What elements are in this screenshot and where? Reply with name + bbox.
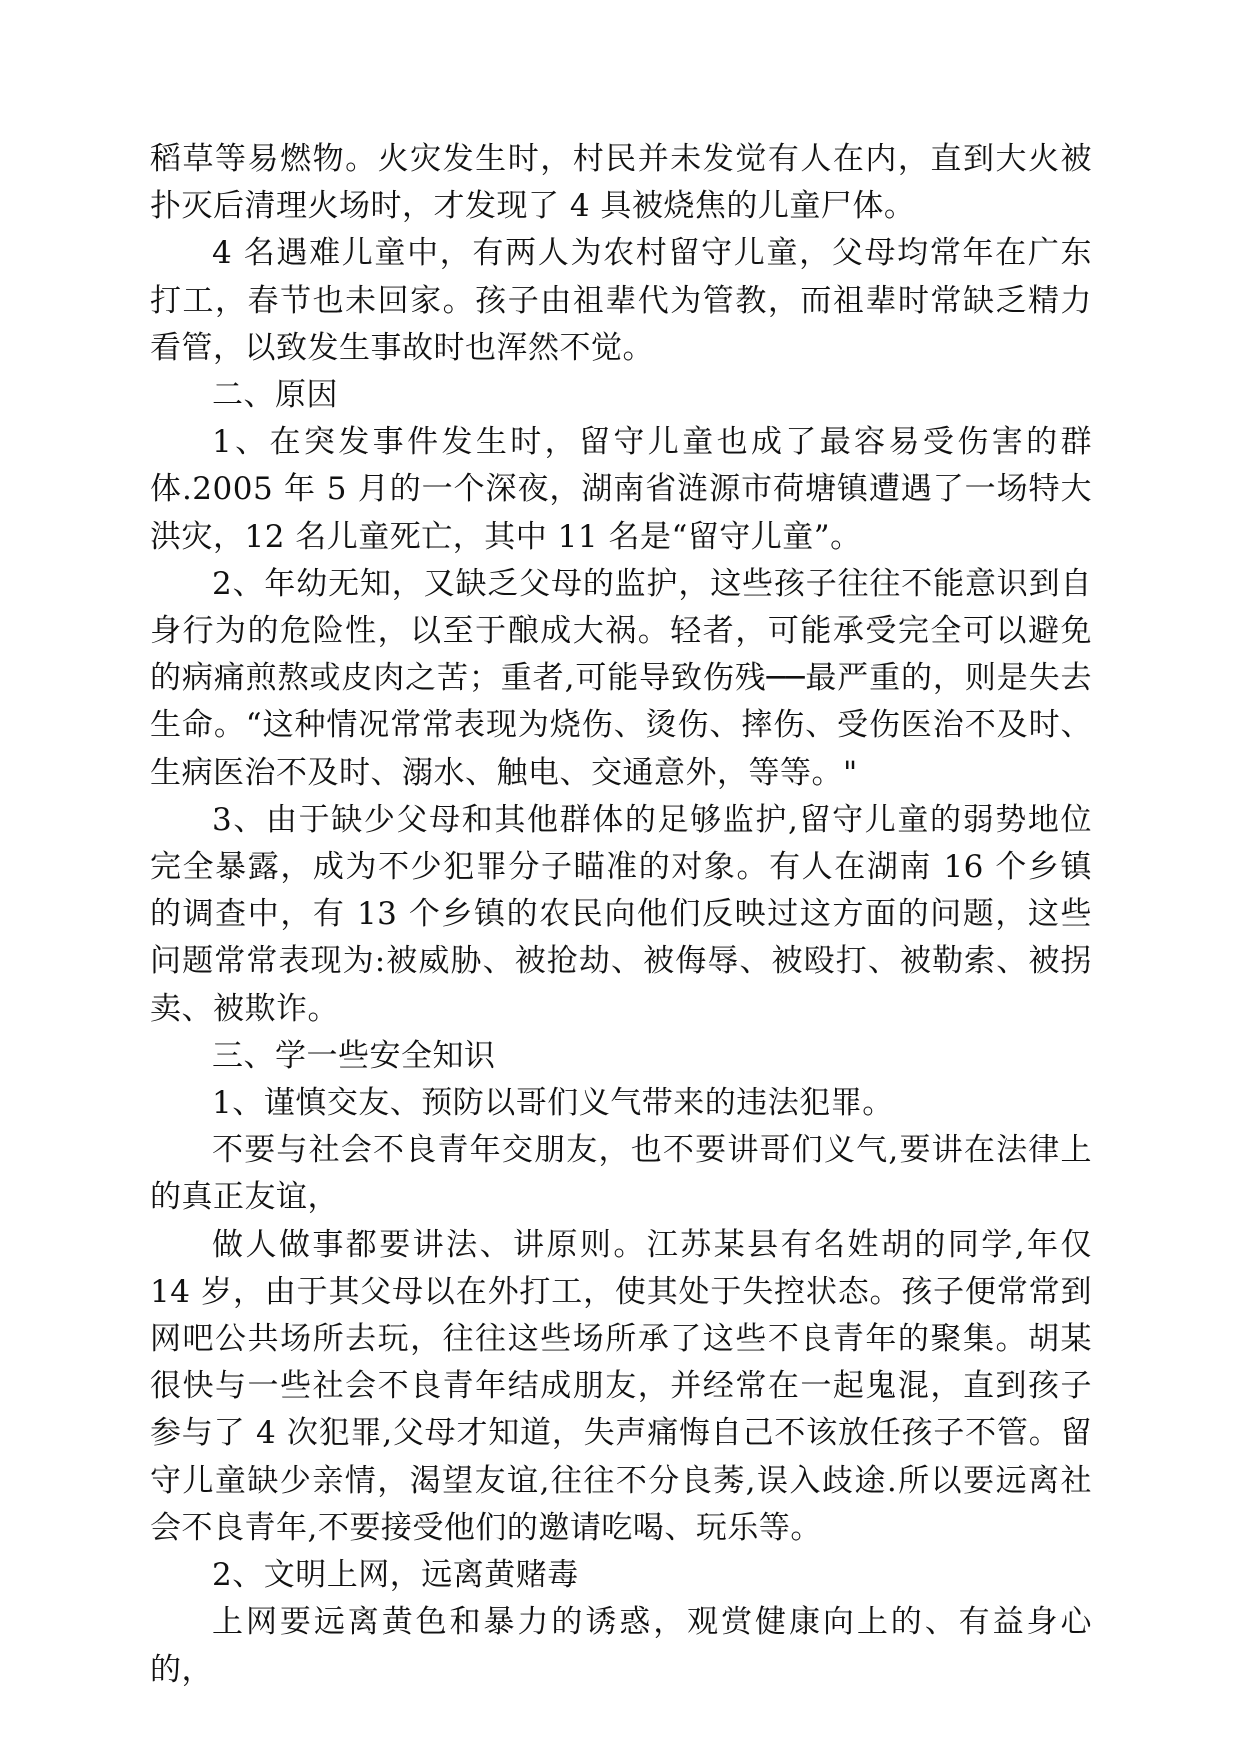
section-heading-safety-knowledge: 三、学一些安全知识 — [212, 1037, 496, 1074]
paragraph-victims: 4 名遇难儿童中，有两人为农村留守儿童，父母均常年在广东打工，春节也未回家。孩子由祖辈代为管教，而祖辈时常缺乏精力看管，以致发生事故时也浑然不觉。 — [150, 235, 1092, 366]
paragraph-cause-1: 1、在突发事件发生时，留守儿童也成了最容易受伤害的群体.2005 年 5 月的一个深夜，湖南省涟源市荷塘镇遭遇了一场特大洪灾，12 名儿童死亡，其中 11 名是“留守儿童”。 — [150, 424, 1092, 555]
section-heading-causes: 二、原因 — [212, 377, 338, 414]
paragraph-tip-1-title: 1、谨慎交友、预防以哥们义气带来的违法犯罪。 — [212, 1085, 894, 1122]
paragraph-tip-1-example: 做人做事都要讲法、讲原则。江苏某县有名姓胡的同学,年仅 14 岁，由于其父母以在外打工，使其处于失控状态。孩子便常常到网吧公共场所去玩，往往这些场所承了这些不良青年的聚集。胡某很快与一些社会不良青年结成朋友，并经常在一起鬼混，直到孩子参与了 4 次犯罪,父母才知道，失声痛悔自己不该放任孩子不管。留守儿童缺少亲情，渴望友谊,往往不分良莠,误入歧途.所以要远离社会不良青年,不要接受他们的邀请吃喝、玩乐等。 — [150, 1226, 1092, 1546]
paragraph-tip-2-body: 上网要远离黄色和暴力的诱惑，观赏健康向上的、有益身心的， — [150, 1604, 1092, 1688]
paragraph-tip-2-title: 2、文明上网，远离黄赌毒 — [212, 1557, 579, 1594]
paragraph-fire-continuation: 稻草等易燃物。火灾发生时，村民并未发觉有人在内，直到大火被扑灭后清理火场时，才发现了 4 具被烧焦的儿童尸体。 — [150, 141, 1092, 225]
paragraph-cause-3: 3、由于缺少父母和其他群体的足够监护,留守儿童的弱势地位完全暴露，成为不少犯罪分子瞄准的对象。有人在湖南 16 个乡镇的调查中，有 13 个乡镇的农民向他们反映过这方面的问题，这些问题常常表现为:被威胁、被抢劫、被侮辱、被殴打、被勒索、被拐卖、被欺诈。 — [150, 801, 1092, 1027]
paragraph-cause-2: 2、年幼无知，又缺乏父母的监护，这些孩子往往不能意识到自身行为的危险性，以至于酿成大祸。轻者，可能承受完全可以避免的病痛煎熬或皮肉之苦；重者,可能导致伤残──最严重的，则是失去生命。“这种情况常常表现为烧伤、烫伤、摔伤、受伤医治不及时、生病医治不及时、溺水、触电、交通意外，等等。" — [150, 565, 1092, 791]
document-body — [150, 136, 1092, 1694]
paragraph-tip-1-advice: 不要与社会不良青年交朋友，也不要讲哥们义气,要讲在法律上的真正友谊， — [150, 1132, 1092, 1216]
